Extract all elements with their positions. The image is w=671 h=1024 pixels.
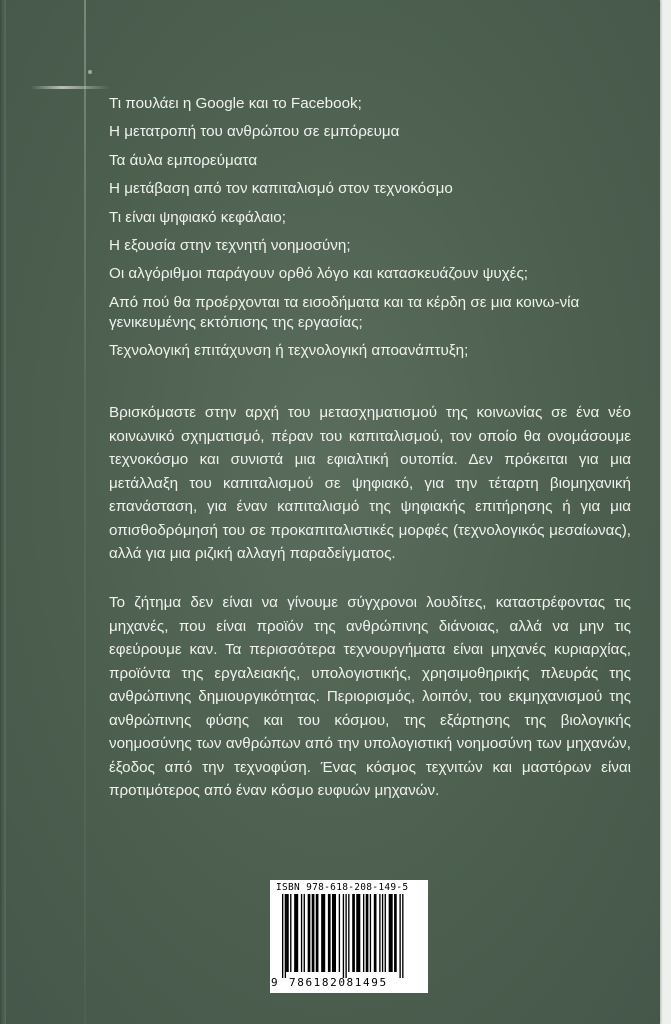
question-item: Τι πουλάει η Google και το Facebook; — [109, 95, 362, 112]
barcode-bar — [348, 894, 349, 972]
barcode-bar — [356, 894, 360, 972]
barcode-bar — [290, 894, 291, 972]
barcode-bar — [285, 894, 286, 978]
barcode-bar — [366, 894, 369, 972]
barcode-bar — [308, 894, 311, 972]
blurb-paragraph-2: Το ζήτημα δεν είναι να γίνουμε σύγχρονοι λουδίτες, καταστρέφοντας τις μηχανές, που είναι προϊόν της ανθρώπινης διάνοιας, αλλά να μην τις εφεύρουμε καν. Τα περισσότερα τεχνουργήματα είναι μηχανές κυριαρχίας, προϊόντα της εργαλειακής, υπολογιστικής, χρησιμοθηρικής πλευράς της ανθρώπινης δημιουργικότητας. Περιορισμός, λοιπόν, του εκμηχανισμού της ανθρώπινης φύσης και του κόσμου, της εξάρτησης της βιολογικής νοημοσύνης των ανθρώπων από την υπολογιστική νοημοσύνη των μηχανών, έξοδος από την τεχνοφύση. Ένας κόσμος τεχνιτών και μαστόρων είναι προτιμότερος από έναν κόσμο ευφυών μηχανών. — [109, 594, 631, 799]
spine-fold-shadow — [0, 0, 6, 1024]
isbn-label: ISBN 978-618-208-149-5 — [276, 882, 409, 893]
question-item: Τα άυλα εμπορεύματα — [109, 151, 258, 169]
barcode-bar — [332, 894, 336, 972]
barcode-bar — [282, 894, 283, 978]
barcode-bar — [304, 894, 305, 972]
barcode-bar — [399, 894, 400, 978]
barcode-bar — [343, 894, 344, 978]
barcode-bar — [379, 894, 380, 972]
blurb-paragraph-1: Βρισκόμαστε στην αρχή του μετασχηματισμού της κοινωνίας σε ένα νέο κοινωνικό σχηματισμό, πέραν του καπιταλισμού, τον οποίο θα ονομάσουμε τεχνοκόσμο και συνιστά μια εφιαλτική ουτοπία. Δεν πρόκειται για μια μετάλλαξη του καπιταλισμού σε ψηφιακό, για την τέταρτη βιομηχανική επανάσταση, για έναν καπιταλισμό της ψηφιακής επιτήρησης ή για μια οπισθοδρόμησή του σε προκαπιταλιστικές μορφές (τεχνολογικός μεσαίωνας), αλλά για μια ριζική αλλαγή παραδείγματος. — [109, 404, 631, 562]
question-item: Οι αλγόριθμοι παράγουν ορθό λόγο και κατασκευάζουν ψυχές; — [109, 265, 528, 283]
barcode-bar — [374, 894, 377, 972]
barcode-bar — [389, 894, 393, 972]
question-item: Η μετάβαση από τον καπιταλισμό στον τεχνοκόσμο — [109, 180, 453, 198]
barcode-bars — [280, 894, 420, 978]
barcode-bar — [294, 894, 298, 972]
ean-digits: 786182081495 — [289, 976, 388, 989]
question-item: Από πού θα προέρχονται τα εισοδήματα και τα κέρδη σε μια κοινω-νία γενικευμένης εκτόπισης της εργασίας; — [109, 293, 580, 331]
barcode-bar — [385, 894, 386, 972]
barcode-bar — [345, 894, 346, 978]
barcode-bar — [402, 894, 403, 978]
barcode-bar — [339, 894, 340, 972]
scuff-dot — [88, 70, 92, 74]
barcode-bar — [301, 894, 302, 972]
question-item: Τεχνολογική επιτάχυνση ή τεχνολογική αποανάπτυξη; — [109, 342, 469, 360]
barcode-bar — [316, 894, 319, 972]
question-list — [109, 94, 629, 361]
fold-crease-line — [84, 0, 86, 1024]
barcode-bar — [352, 894, 355, 972]
isbn-barcode — [270, 880, 428, 993]
barcode-bar — [382, 894, 383, 972]
barcode-bar — [328, 894, 331, 972]
barcode-bar — [394, 894, 397, 972]
barcode-bar — [312, 894, 315, 972]
question-item: Τι είναι ψηφιακό κεφάλαιο; — [109, 208, 286, 226]
ean-lead-digit: 9 — [271, 976, 278, 989]
barcode-bar — [370, 894, 371, 972]
barcode-bar — [321, 894, 325, 972]
barcode-bar — [363, 894, 364, 972]
question-item: Η μετατροπή του ανθρώπου σε εμπόρευμα — [109, 123, 400, 141]
barcode-bar — [286, 894, 289, 972]
scuff-mark — [30, 86, 110, 89]
question-item: Η εξουσία στην τεχνητή νοημοσύνη; — [109, 236, 351, 254]
